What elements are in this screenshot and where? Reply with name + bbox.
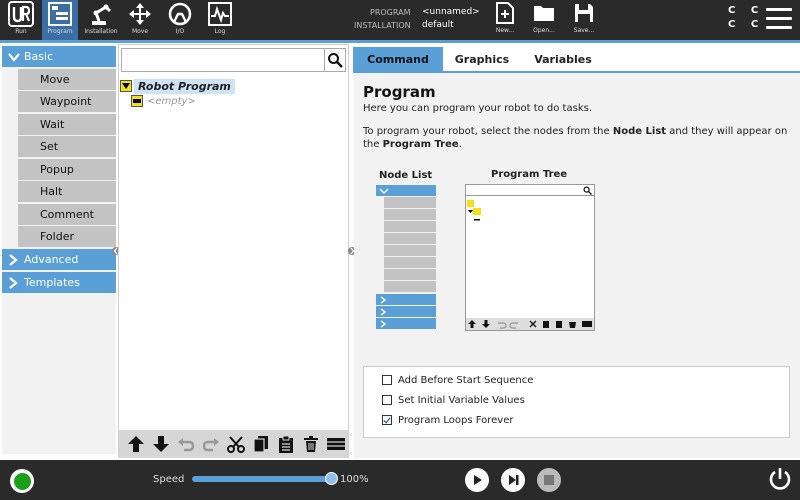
robot-status-indicator[interactable] bbox=[10, 469, 34, 493]
nl-category-row bbox=[376, 318, 436, 329]
node-label: Set bbox=[40, 140, 59, 153]
bottom-bar bbox=[0, 460, 800, 500]
speed-slider-handle[interactable] bbox=[325, 472, 338, 485]
text: . bbox=[458, 139, 462, 150]
stop-icon bbox=[544, 475, 554, 485]
undo-button[interactable] bbox=[173, 432, 198, 456]
new-button[interactable] bbox=[485, 0, 525, 40]
cut-button[interactable] bbox=[223, 432, 248, 456]
tree-toolbar bbox=[119, 430, 348, 458]
option-loops-forever[interactable] bbox=[382, 413, 513, 427]
scissors-icon bbox=[227, 435, 245, 453]
category-basic-label: Basic bbox=[24, 50, 54, 63]
menu-icon[interactable] bbox=[766, 8, 792, 32]
node-comment[interactable] bbox=[18, 204, 116, 225]
node-list-illustration bbox=[376, 184, 436, 331]
nav-io-label: I/O bbox=[175, 28, 185, 35]
text-bold: Program Tree bbox=[382, 139, 459, 150]
copy-icon bbox=[252, 435, 270, 453]
tree-empty-label: <empty> bbox=[147, 95, 196, 107]
search-button[interactable] bbox=[324, 48, 346, 72]
instructions-line-2 bbox=[363, 138, 462, 151]
installation-label: INSTALLATION bbox=[354, 21, 411, 30]
ur-logo-icon bbox=[8, 0, 34, 28]
tree-search-input[interactable] bbox=[121, 48, 326, 72]
tab-graphics[interactable]: Graphics bbox=[454, 53, 510, 66]
trash-icon bbox=[302, 435, 320, 453]
intro-text: Here you can program your robot to do tasks. bbox=[363, 103, 592, 114]
nl-node-row bbox=[384, 257, 436, 268]
node-popup[interactable] bbox=[18, 159, 116, 180]
tab-bar bbox=[353, 47, 800, 72]
save-label: Save... bbox=[573, 27, 595, 34]
node-wait[interactable] bbox=[18, 114, 116, 135]
tab-command[interactable]: Command bbox=[353, 47, 443, 72]
nl-basic-row bbox=[376, 185, 436, 196]
delete-button[interactable] bbox=[298, 432, 323, 456]
play-icon bbox=[471, 474, 483, 486]
speed-label: Speed bbox=[153, 474, 185, 485]
suppress-icon bbox=[326, 435, 346, 453]
power-icon[interactable] bbox=[767, 466, 793, 492]
pt-toolbar-icons bbox=[466, 319, 594, 329]
text: the bbox=[363, 139, 383, 150]
log-icon bbox=[208, 0, 232, 28]
nl-node-row bbox=[384, 221, 436, 232]
instructions-line-1 bbox=[363, 125, 787, 138]
clipboard-icon bbox=[277, 435, 295, 453]
node-list-heading: Node List bbox=[379, 170, 433, 181]
node-label: Halt bbox=[40, 185, 63, 198]
category-advanced[interactable] bbox=[2, 249, 116, 270]
speed-slider[interactable] bbox=[192, 476, 332, 482]
nl-node-row bbox=[384, 269, 436, 280]
node-halt[interactable] bbox=[18, 181, 116, 202]
nav-log-label: Log bbox=[214, 28, 226, 35]
node-label: Comment bbox=[40, 208, 94, 221]
installation-name: default bbox=[422, 20, 454, 30]
nl-node-row bbox=[384, 281, 436, 292]
text: and they will appear on bbox=[666, 126, 788, 137]
node-label: Popup bbox=[40, 163, 74, 176]
nl-node-row bbox=[384, 245, 436, 256]
program-tree-heading: Program Tree bbox=[491, 169, 568, 180]
move-arrows-icon bbox=[128, 0, 152, 28]
step-icon bbox=[507, 474, 520, 486]
pt-empty-flag bbox=[473, 208, 481, 215]
save-button[interactable] bbox=[564, 0, 604, 40]
text-bold: Node List bbox=[612, 126, 667, 137]
top-bar bbox=[0, 0, 800, 40]
chevron-right-icon bbox=[8, 272, 18, 293]
pt-root-flag bbox=[467, 200, 474, 207]
arrow-down-icon bbox=[152, 435, 170, 453]
chevron-down-icon bbox=[8, 46, 20, 67]
category-templates-label: Templates bbox=[24, 276, 80, 289]
option-label: Set Initial Variable Values bbox=[398, 394, 525, 406]
redo-button[interactable] bbox=[198, 432, 223, 456]
page-title: Program bbox=[363, 83, 436, 101]
tree-root-node[interactable] bbox=[120, 78, 235, 94]
nl-category-row bbox=[376, 294, 436, 305]
node-set[interactable] bbox=[18, 136, 116, 157]
nl-node-row bbox=[384, 209, 436, 220]
option-label: Add Before Start Sequence bbox=[398, 374, 534, 386]
checkbox[interactable] bbox=[382, 375, 392, 385]
program-icon bbox=[48, 0, 72, 28]
search-icon bbox=[583, 186, 592, 195]
open-button[interactable] bbox=[524, 0, 564, 40]
new-file-icon bbox=[494, 0, 516, 26]
speed-value: 100% bbox=[340, 474, 369, 485]
program-name: <unnamed> bbox=[422, 7, 480, 17]
folder-icon bbox=[532, 0, 556, 26]
stop-button[interactable] bbox=[537, 468, 561, 492]
nav-log[interactable] bbox=[204, 0, 236, 40]
chevron-right-icon bbox=[8, 249, 18, 270]
copy-button[interactable] bbox=[248, 432, 273, 456]
nav-move[interactable] bbox=[124, 0, 156, 40]
option-set-initial-values[interactable] bbox=[382, 393, 525, 407]
node-label: Folder bbox=[40, 230, 74, 243]
empty-node-flag-icon bbox=[131, 95, 143, 107]
nav-program-label: Program bbox=[47, 28, 73, 35]
move-down-button[interactable] bbox=[148, 432, 173, 456]
node-label: Move bbox=[40, 73, 70, 86]
nav-io[interactable] bbox=[164, 0, 196, 40]
option-label: Program Loops Forever bbox=[398, 414, 514, 426]
nl-node-row bbox=[384, 197, 436, 208]
step-button[interactable] bbox=[501, 468, 525, 492]
suppress-button[interactable] bbox=[323, 432, 348, 456]
nav-installation-label: Installation bbox=[84, 28, 118, 35]
nav-move-label: Move bbox=[131, 28, 149, 35]
paste-button[interactable] bbox=[273, 432, 298, 456]
text: To program your robot, select the nodes from the bbox=[363, 126, 613, 137]
play-button[interactable] bbox=[465, 468, 489, 492]
nav-run[interactable] bbox=[4, 0, 38, 40]
status-light-icon bbox=[14, 473, 31, 490]
category-templates[interactable] bbox=[2, 272, 116, 293]
undo-icon bbox=[177, 435, 195, 453]
program-label: PROGRAM bbox=[370, 8, 411, 17]
node-move[interactable] bbox=[18, 69, 116, 90]
nl-category-row bbox=[376, 306, 436, 317]
redo-icon bbox=[202, 435, 220, 453]
node-label: Waypoint bbox=[40, 95, 92, 108]
nav-installation[interactable] bbox=[82, 0, 120, 40]
checkbox[interactable] bbox=[382, 395, 392, 405]
option-add-before-start[interactable] bbox=[382, 373, 533, 387]
search-icon bbox=[327, 52, 343, 68]
io-icon bbox=[167, 0, 193, 28]
node-folder[interactable] bbox=[18, 226, 116, 247]
nav-program[interactable] bbox=[42, 0, 78, 40]
category-advanced-label: Advanced bbox=[24, 253, 79, 266]
category-basic[interactable] bbox=[2, 46, 116, 67]
tree-empty-node[interactable] bbox=[131, 94, 196, 108]
nl-node-row bbox=[384, 233, 436, 244]
node-waypoint[interactable] bbox=[18, 91, 116, 112]
new-label: New... bbox=[495, 27, 515, 34]
program-tree-illustration bbox=[465, 184, 595, 331]
node-label: Wait bbox=[40, 118, 65, 131]
arrow-up-icon bbox=[127, 435, 145, 453]
robot-arm-icon bbox=[88, 0, 114, 28]
nav-run-label: Run bbox=[15, 28, 27, 35]
open-label: Open... bbox=[533, 27, 555, 34]
expand-flag-icon[interactable] bbox=[120, 80, 132, 92]
tab-variables[interactable]: Variables bbox=[534, 53, 592, 66]
status-cc: C C C C bbox=[728, 5, 765, 30]
save-icon bbox=[573, 0, 595, 26]
tree-root-label: Robot Program bbox=[134, 79, 235, 94]
pt-toolbar bbox=[466, 318, 594, 330]
pt-search bbox=[466, 185, 594, 196]
move-up-button[interactable] bbox=[123, 432, 148, 456]
checkbox-checked[interactable] bbox=[382, 415, 392, 425]
checkmark-icon bbox=[383, 416, 391, 425]
